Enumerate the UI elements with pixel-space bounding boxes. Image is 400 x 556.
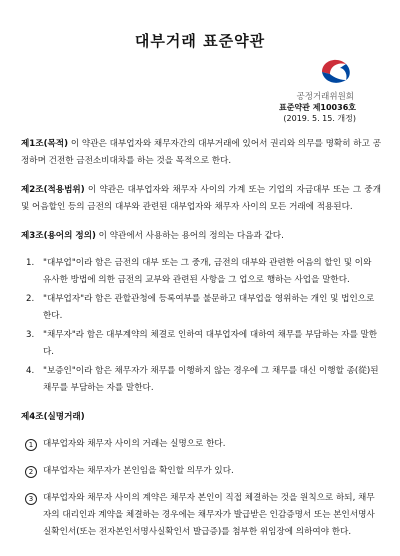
article-4-heading: 제4조(실명거래): [21, 412, 85, 422]
list-item-text: "대부업자"라 함은 관할관청에 등록여부를 불문하고 대부업을 영위하는 개인 및 법인으로 한다.: [43, 294, 375, 321]
clause: [21, 436, 381, 453]
clause: [21, 490, 381, 541]
list-item-text: "대부업"이라 함은 금전의 대부 또는 그 중개, 금전의 대부와 관련한 어음의 할인 및 이와 유사한 방법에 의한 금전의 교부와 관련된 사항을 그 업으로 행하는 사업을 말한다.: [43, 258, 372, 285]
clause-number-icon: 2: [25, 466, 37, 478]
revision-date: (2019. 5. 15. 개정): [283, 114, 356, 123]
document-number: 표준약관 제10036호: [279, 103, 356, 112]
list-item: [21, 291, 381, 325]
list-item: [21, 255, 381, 289]
document-body: [21, 136, 381, 551]
government-emblem-icon: [316, 52, 358, 86]
clause-text: 대부업자와 채무자 사이의 거래는 실명으로 한다.: [43, 439, 226, 449]
article-1-heading: 제1조(목적): [21, 139, 69, 149]
article-2-heading: 제2조(적용범위): [21, 185, 85, 195]
list-item-text: "채무자"라 함은 대부계약의 체결로 인하여 대부업자에 대하여 채무를 부담하는 자를 말한다.: [43, 330, 378, 357]
organization-name: 공정거래위원회: [296, 92, 354, 102]
clause-number-icon: 3: [25, 493, 37, 505]
list-item: [21, 363, 381, 397]
list-item-number: 3.: [26, 330, 35, 340]
list-item-number: 2.: [26, 294, 35, 304]
article-3-heading: 제3조(용어의 정의): [21, 231, 96, 241]
clause-text: 대부업자와 채무자 사이의 계약은 채무자 본인이 직접 체결하는 것을 원칙으로 하되, 채무자의 대리인과 계약을 체결하는 경우에는 채무자가 발급받은 인감증명서 또는 본인서명사실확인서(또는 전자본인서명사실확인서 발급증)를 첨부한 위임장에 의하여야 한다.: [43, 493, 375, 537]
article-1-text: 이 약관은 대부업자와 채무자간의 대부거래에 있어서 권리와 의무를 명확히 하고 공정하며 건전한 금전소비대차를 하는 것을 목적으로 한다.: [21, 139, 381, 166]
article-3-text: 이 약관에서 사용하는 용어의 정의는 다음과 같다.: [95, 231, 284, 241]
list-item: [21, 327, 381, 361]
list-item-number: 1.: [26, 258, 35, 268]
article-2-text: 이 약관은 대부업자와 채무자 사이의 가계 또는 기업의 자금대부 또는 그 중개 및 어음할인 등의 금전의 대부와 관련된 대부업자와 채무자 사이의 모든 거래에 적용된다.: [21, 185, 381, 212]
list-item-text: "보증인"이라 함은 채무자가 채무를 이행하지 않는 경우에 그 채무를 대신 이행할 종(從)된 채무를 부담하는 자를 말한다.: [43, 366, 379, 393]
definition-list: [21, 255, 381, 397]
clause: [21, 463, 381, 480]
clause-text: 대부업자는 채무자가 본인임을 확인할 의무가 있다.: [43, 466, 234, 476]
article-3: [21, 228, 381, 245]
article-1: [21, 136, 381, 170]
article-2: [21, 182, 381, 216]
document-title: 대부거래 표준약관: [134, 32, 266, 50]
clause-number-icon: 1: [25, 439, 37, 451]
list-item-number: 4.: [26, 366, 35, 376]
